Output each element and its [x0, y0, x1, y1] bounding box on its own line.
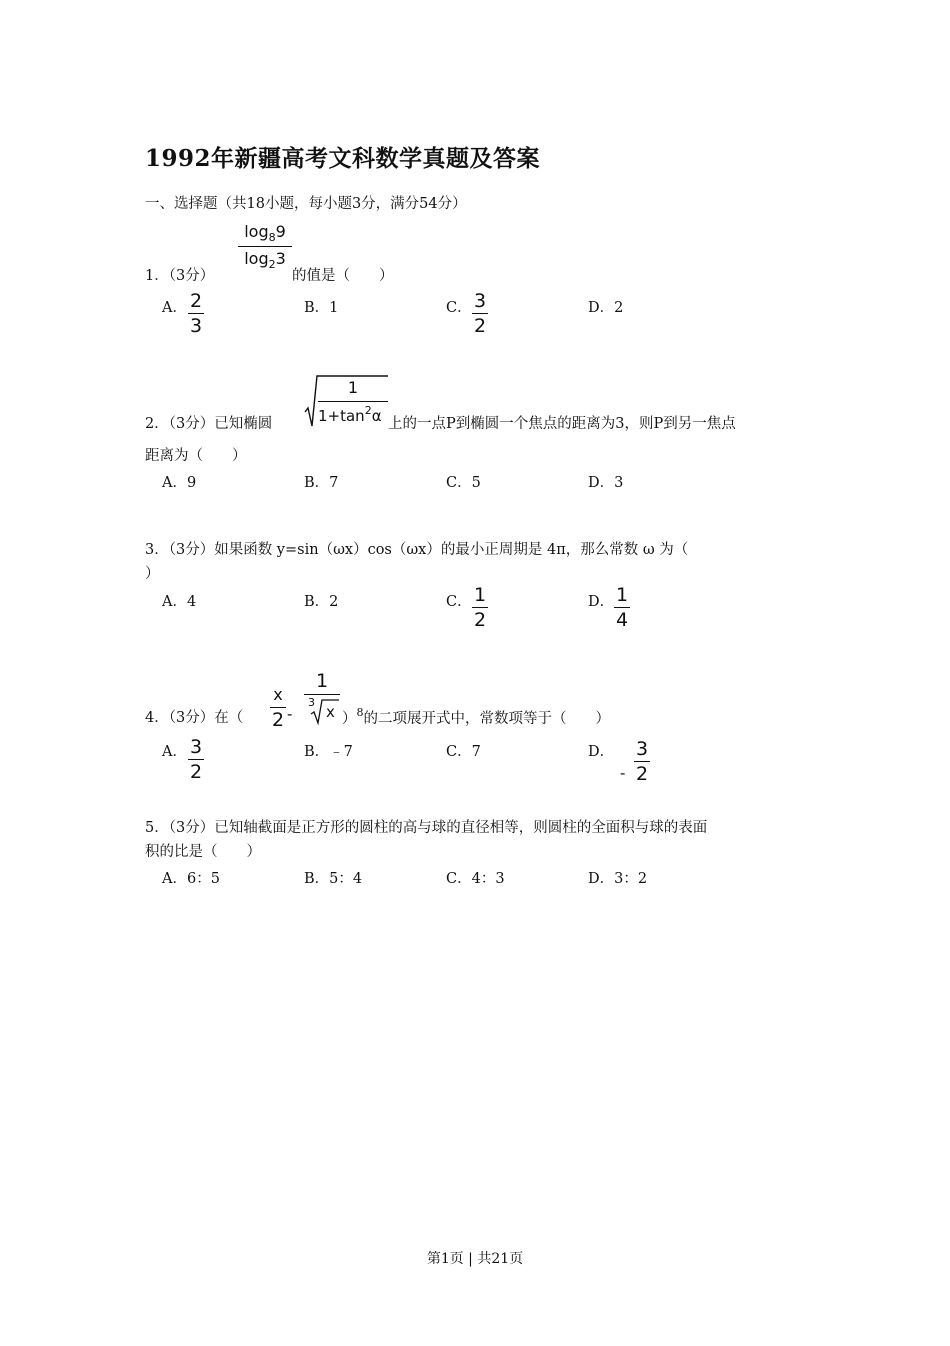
q4-prefix: 4．（3分）在（ — [145, 710, 244, 726]
q4-option-b: B．﹣7 — [304, 744, 353, 760]
q4-x-over-2: x 2 — [271, 685, 285, 731]
q1-option-a: A． — [162, 300, 187, 316]
q5-option-c: C．4：3 — [446, 871, 505, 887]
q1-option-b: B．1 — [304, 300, 339, 316]
q4-option-d: D． — [588, 744, 615, 760]
q2-option-d: D．3 — [588, 475, 624, 491]
q3-option-d: D． — [588, 594, 615, 610]
q3-option-c: C． — [446, 594, 472, 610]
q5-option-d: D．3：2 — [588, 871, 648, 887]
q5-option-a: A．6：5 — [162, 871, 220, 887]
cube-root-sign-icon — [302, 696, 342, 726]
q4-option-d-fraction: 3 2 — [635, 738, 649, 785]
q4-option-a: A． — [162, 744, 187, 760]
q5-option-b: B．5：4 — [304, 871, 363, 887]
q2-option-b: B．7 — [304, 475, 339, 491]
q1-option-c: C． — [446, 300, 472, 316]
q4-minus: - — [287, 705, 293, 723]
q1-option-a-fraction: 2 3 — [189, 290, 203, 337]
q3-option-c-fraction: 1 2 — [473, 584, 487, 631]
q5-line2: 积的比是（ ） — [145, 844, 261, 860]
q1-option-d: D．2 — [588, 300, 624, 316]
q3-option-a: A．4 — [162, 594, 197, 610]
q3-line1: 3．（3分）如果函数 y=sin（ωx）cos（ωx）的最小正周期是 4π，那么常数 ω 为（ — [145, 542, 689, 558]
q4-one-over-cuberoot: 1 3 x — [302, 670, 342, 726]
page-title: 1992年新疆高考文科数学真题及答案 — [145, 145, 541, 172]
q4-option-a-fraction: 3 2 — [189, 736, 203, 783]
q2-line2: 距离为（ ） — [145, 448, 247, 464]
q1-option-c-fraction: 3 2 — [473, 290, 487, 337]
q5-line1: 5．（3分）已知轴截面是正方形的圆柱的高与球的直径相等，则圆柱的全面积与球的表面 — [145, 820, 708, 836]
q2-prefix: 2．（3分）已知椭圆 — [145, 416, 273, 432]
q1-suffix: 的值是（ ） — [292, 268, 394, 284]
q4-closing-paren: ）$^8$的二项展开式中，常数项等于（ ） — [342, 706, 610, 727]
q2-radical-expression: 1 $1+\tan^2\alpha$ — [304, 374, 388, 430]
q1-prefix: 1．（3分） — [145, 268, 215, 284]
q4-option-d-sign: - — [620, 764, 626, 782]
q3-line2: ） — [145, 566, 160, 582]
q2-option-a: A．9 — [162, 475, 197, 491]
q4-option-c: C．7 — [446, 744, 481, 760]
q3-option-b: B．2 — [304, 594, 339, 610]
q3-option-d-fraction: 1 4 — [615, 584, 629, 631]
q2-option-c: C．5 — [446, 475, 481, 491]
q2-suffix: 上的一点P到椭圆一个焦点的距离为3，则P到另一焦点 — [388, 416, 736, 432]
page-footer: 第1页 | 共21页 — [426, 1251, 524, 1267]
q1-log-fraction: $\log_89$ $\log_23$ — [238, 222, 292, 271]
section-heading: 一、选择题（共18小题，每小题3分，满分54分） — [145, 196, 467, 212]
